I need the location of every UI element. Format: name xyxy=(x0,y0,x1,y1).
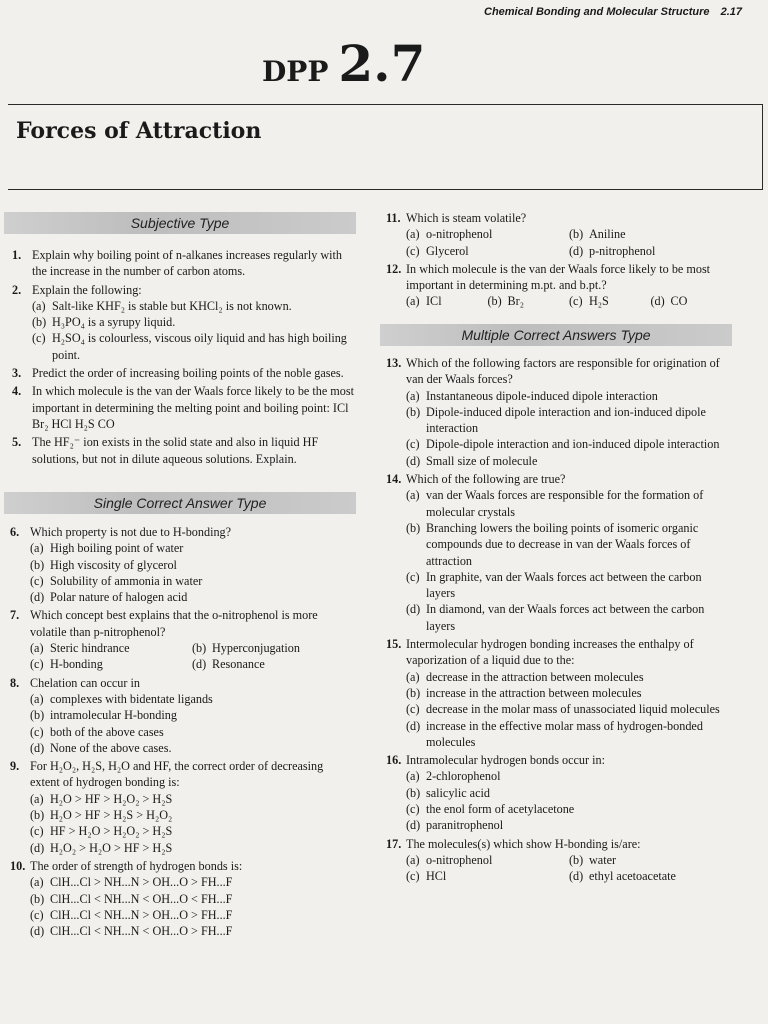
option-label: (a) xyxy=(406,769,420,784)
question-text: Which is steam volatile? xyxy=(406,211,527,225)
option xyxy=(406,388,732,404)
question-text: Explain why boiling point of n-alkanes increases regularly with the increase in the number of carbon atoms. xyxy=(32,248,343,279)
option-label: (a) xyxy=(30,641,44,656)
question xyxy=(12,282,354,363)
question xyxy=(386,210,732,259)
question xyxy=(10,607,354,672)
option xyxy=(30,823,354,839)
question xyxy=(10,675,354,756)
option-text: o-nitrophenol xyxy=(426,852,493,867)
question xyxy=(12,365,354,381)
question-text: Intermolecular hydrogen bonding increases the enthalpy of vaporization of a liquid due to the: xyxy=(406,637,694,668)
option xyxy=(406,243,569,259)
option-label: (c) xyxy=(406,437,420,452)
single-correct-questions-right xyxy=(386,210,732,312)
question-stem xyxy=(386,355,732,388)
option xyxy=(30,740,354,756)
option-label: (c) xyxy=(406,702,420,717)
option xyxy=(651,293,733,309)
option xyxy=(569,243,732,259)
question-stem xyxy=(386,210,732,226)
option-row xyxy=(10,656,354,672)
option-label: (a) xyxy=(30,791,44,806)
option xyxy=(406,868,569,884)
option-label: (b) xyxy=(406,785,421,800)
question-spacer xyxy=(386,885,732,887)
option-text: ClH...Cl < NH...N > OH...O > FH...F xyxy=(50,907,233,922)
option-row xyxy=(386,868,732,884)
multiple-correct-questions xyxy=(386,355,732,887)
option xyxy=(406,436,732,452)
option xyxy=(30,557,354,573)
option xyxy=(30,589,354,605)
option-row xyxy=(386,852,732,868)
option xyxy=(569,293,651,309)
option-label: (b) xyxy=(30,708,45,723)
option-text: complexes with bidentate ligands xyxy=(50,691,213,706)
option-label: (b) xyxy=(406,404,421,419)
section-header-single-correct: Single Correct Answer Type xyxy=(4,492,356,514)
option-label: (c) xyxy=(30,824,44,839)
option-text: H-bonding xyxy=(50,657,103,672)
option-text: ethyl acetoacetate xyxy=(589,869,676,884)
question-number: 16. xyxy=(386,753,402,768)
option-text: H₃PO₄ is a syrupy liquid. xyxy=(52,315,176,330)
option-text: Dipole-induced dipole interaction and ion-induced dipole interaction xyxy=(426,404,706,436)
option xyxy=(406,487,732,520)
option xyxy=(30,691,354,707)
option-text: increase in the attraction between molecules xyxy=(426,685,642,700)
option xyxy=(406,785,732,801)
option-label: (a) xyxy=(406,852,420,867)
option-text: H₂O > HF > H₂O₂ > H₂S xyxy=(50,791,173,806)
option-text: H₂S xyxy=(589,294,609,309)
option xyxy=(30,891,354,907)
option-label: (d) xyxy=(406,453,421,468)
option xyxy=(30,640,192,656)
option-label: (c) xyxy=(30,573,44,588)
section-header-subjective: Subjective Type xyxy=(4,212,356,234)
question xyxy=(12,383,354,432)
option-text: 2-chlorophenol xyxy=(426,769,501,784)
option-text: decrease in the attraction between molecules xyxy=(426,669,644,684)
option-text: Salt-like KHF₂ is stable but KHCl₂ is not known. xyxy=(52,298,292,313)
question-text: Which of the following factors are responsible for origination of van der Waals forces? xyxy=(406,356,720,387)
option-text: HCl xyxy=(426,869,447,884)
option xyxy=(32,314,354,330)
question-number: 17. xyxy=(386,836,402,851)
question-spacer xyxy=(12,467,354,469)
option xyxy=(30,724,354,740)
question-number: 3. xyxy=(12,366,22,381)
question xyxy=(12,434,354,467)
option xyxy=(192,640,354,656)
option-text: ICl xyxy=(426,294,442,309)
option xyxy=(406,768,732,784)
question-stem xyxy=(12,365,354,381)
option-label: (b) xyxy=(487,294,502,309)
option-text: van der Waals forces are responsible for the formation of molecular crystals xyxy=(426,488,704,519)
question-stem xyxy=(12,247,354,280)
option xyxy=(30,573,354,589)
option xyxy=(30,791,354,807)
option-label: (b) xyxy=(32,315,47,330)
option xyxy=(30,656,192,672)
question xyxy=(12,247,354,280)
question-spacer xyxy=(386,310,732,312)
option xyxy=(406,226,569,242)
question-stem xyxy=(10,524,354,540)
option-label: (c) xyxy=(406,243,420,258)
option-label: (c) xyxy=(569,294,583,309)
option-text: ClH...Cl > NH...N > OH...O > FH...F xyxy=(50,875,233,890)
option xyxy=(406,718,732,751)
option-label: (c) xyxy=(30,657,44,672)
option-row xyxy=(386,243,732,259)
option-text: H₂SO₄ is colourless, viscous oily liquid and has high boiling point. xyxy=(52,331,347,362)
question-number: 9. xyxy=(10,759,20,774)
option xyxy=(30,807,354,823)
option xyxy=(32,298,354,314)
option-text: High viscosity of glycerol xyxy=(50,557,177,572)
option-label: (d) xyxy=(30,924,45,939)
question-number: 15. xyxy=(386,637,402,652)
question-number: 2. xyxy=(12,282,22,297)
question-stem xyxy=(386,836,732,852)
option xyxy=(406,601,732,634)
option-label: (a) xyxy=(30,875,44,890)
question-stem xyxy=(386,636,732,669)
option xyxy=(406,685,732,701)
option-label: (b) xyxy=(406,520,421,535)
option-text: Polar nature of halogen acid xyxy=(50,590,188,605)
question-stem xyxy=(12,282,354,298)
option xyxy=(30,907,354,923)
option-text: ClH...Cl < NH...N < OH...O > FH...F xyxy=(50,924,233,939)
option-text: None of the above cases. xyxy=(50,740,172,755)
option-text: In diamond, van der Waals forces act between the carbon layers xyxy=(426,602,705,633)
option xyxy=(30,540,354,556)
section-header-multiple-correct: Multiple Correct Answers Type xyxy=(380,324,732,346)
dpp-title xyxy=(262,34,425,93)
option-text: Resonance xyxy=(212,657,265,672)
question-number: 5. xyxy=(12,435,22,450)
option-label: (d) xyxy=(406,818,421,833)
question-text: Intramolecular hydrogen bonds occur in: xyxy=(406,753,605,768)
question-number: 4. xyxy=(12,384,22,399)
question-number: 6. xyxy=(10,525,20,539)
option-label: (d) xyxy=(569,869,584,884)
question-stem xyxy=(10,675,354,691)
option-text: Instantaneous dipole-induced dipole interaction xyxy=(426,388,658,403)
option xyxy=(30,923,354,939)
question-number: 13. xyxy=(386,356,402,370)
question-stem xyxy=(386,261,732,294)
option-text: o-nitrophenol xyxy=(426,227,493,242)
question xyxy=(386,261,732,310)
option-text: both of the above cases xyxy=(50,724,164,739)
option-label: (b) xyxy=(192,641,207,656)
option-label: (a) xyxy=(406,388,420,403)
question-stem xyxy=(10,858,354,874)
option-label: (d) xyxy=(30,590,45,605)
question-stem xyxy=(12,434,354,467)
question xyxy=(386,471,732,634)
option-text: CO xyxy=(670,294,688,309)
question xyxy=(10,524,354,605)
option-text: the enol form of acetylacetone xyxy=(426,802,575,817)
option-label: (b) xyxy=(569,227,584,242)
option-label: (b) xyxy=(30,891,45,906)
question-number: 1. xyxy=(12,248,22,262)
question-text: The order of strength of hydrogen bonds is: xyxy=(30,858,243,873)
option-text: ClH...Cl < NH...N < OH...O < FH...F xyxy=(50,891,233,906)
option xyxy=(192,656,354,672)
question xyxy=(10,758,354,856)
option-label: (a) xyxy=(406,669,420,684)
option xyxy=(406,453,732,469)
option-label: (c) xyxy=(30,724,44,739)
question xyxy=(386,355,732,469)
option xyxy=(569,226,732,242)
option-text: HF > H₂O > H₂O₂ > H₂S xyxy=(50,824,173,839)
option-text: In graphite, van der Waals forces act between the carbon layers xyxy=(426,569,702,601)
option-label: (c) xyxy=(406,569,420,584)
option-text: Hyperconjugation xyxy=(212,641,300,656)
option-text: salicylic acid xyxy=(426,785,490,800)
option-label: (a) xyxy=(30,541,44,556)
subjective-questions xyxy=(12,247,354,469)
option xyxy=(569,852,732,868)
option xyxy=(406,520,732,569)
single-correct-questions-left xyxy=(10,524,354,941)
question-text: For H₂O₂, H₂S, H₂O and HF, the correct order of decreasing extent of hydrogen bonding is: xyxy=(30,759,324,790)
dpp-number: 2.7 xyxy=(338,34,426,93)
question-text: In which molecule is the van der Waals force likely to be the most important in determining the melting point and boiling point: ICl Br₂ HCl H₂S CO xyxy=(32,384,355,431)
option-text: paranitrophenol xyxy=(426,818,504,833)
question-stem xyxy=(386,471,732,487)
option-label: (d) xyxy=(192,657,207,672)
question-number: 7. xyxy=(10,608,20,623)
option-label: (b) xyxy=(406,685,421,700)
page-number: 2.17 xyxy=(720,6,743,18)
question-stem xyxy=(10,607,354,640)
question-text: The molecules(s) which show H-bonding is/are: xyxy=(406,836,641,851)
option-text: decrease in the molar mass of unassociated liquid molecules xyxy=(426,702,720,717)
question-number: 14. xyxy=(386,472,402,487)
option-row xyxy=(386,226,732,242)
question-text: Which concept best explains that the o-nitrophenol is more volatile than p-nitrophenol? xyxy=(30,608,318,639)
option xyxy=(30,840,354,856)
option-text: Steric hindrance xyxy=(50,641,130,656)
question-stem xyxy=(10,758,354,791)
question xyxy=(10,858,354,939)
option-label: (b) xyxy=(30,808,45,823)
option-text: H₂O > HF > H₂S > H₂O₂ xyxy=(50,808,173,823)
option-text: Branching lowers the boiling points of isomeric organic compounds due to decrease in van der Waals forces of attraction xyxy=(426,520,699,568)
option-label: (a) xyxy=(406,294,420,309)
question-text: Chelation can occur in xyxy=(30,675,140,690)
question-text: Which property is not due to H-bonding? xyxy=(30,525,232,539)
option-label: (d) xyxy=(30,840,45,855)
option xyxy=(32,330,354,363)
option-row xyxy=(10,640,354,656)
option xyxy=(406,404,732,437)
option-label: (d) xyxy=(406,718,421,733)
question-number: 11. xyxy=(386,211,401,225)
option-label: (a) xyxy=(406,227,420,242)
option xyxy=(406,801,732,817)
chapter-title: Forces of Attraction xyxy=(16,118,262,144)
option-label: (a) xyxy=(32,298,46,313)
option-label: (b) xyxy=(30,557,45,572)
option-text: Dipole-dipole interaction and ion-induced dipole interaction xyxy=(426,437,720,452)
question-text: Which of the following are true? xyxy=(406,472,566,487)
running-head xyxy=(484,6,742,18)
dpp-label: DPP xyxy=(262,55,329,88)
option xyxy=(488,293,570,309)
option-text: Small size of molecule xyxy=(426,453,538,468)
option-text: High boiling point of water xyxy=(50,541,184,556)
question xyxy=(386,636,732,750)
question-stem xyxy=(12,383,354,432)
option-label: (b) xyxy=(569,852,584,867)
option xyxy=(406,852,569,868)
chapter-title-box xyxy=(8,104,763,190)
option xyxy=(406,701,732,717)
option xyxy=(406,669,732,685)
question-text: The HF₂⁻ ion exists in the solid state and also in liquid HF solutions, but not in dilute aqueous solutions. Explain. xyxy=(32,435,319,466)
question xyxy=(386,752,732,833)
question-number: 12. xyxy=(386,261,402,276)
question-text: Predict the order of increasing boiling points of the noble gases. xyxy=(32,366,344,381)
option-text: H₂O₂ > H₂O > HF > H₂S xyxy=(50,840,173,855)
option-label: (c) xyxy=(406,869,420,884)
option-label: (c) xyxy=(406,802,420,817)
option-text: water xyxy=(589,852,617,867)
running-head-title: Chemical Bonding and Molecular Structure xyxy=(484,6,710,18)
question xyxy=(386,836,732,885)
option-text: Aniline xyxy=(589,227,626,242)
option-text: Br₂ xyxy=(507,294,524,309)
question-text: In which molecule is the van der Waals force likely to be most important in determining m.pt. and b.pt.? xyxy=(406,261,711,293)
option xyxy=(406,569,732,602)
option-text: p-nitrophenol xyxy=(589,243,656,258)
option-label: (d) xyxy=(406,602,421,617)
option-label: (a) xyxy=(30,691,44,706)
option-label: (d) xyxy=(569,243,584,258)
option-text: intramolecular H-bonding xyxy=(50,708,177,723)
option-label: (d) xyxy=(650,294,665,309)
question-text: Explain the following: xyxy=(32,282,142,297)
question-number: 8. xyxy=(10,675,20,690)
option-text: Solubility of ammonia in water xyxy=(50,573,203,588)
question-spacer xyxy=(10,939,354,941)
option-text: increase in the effective molar mass of hydrogen-bonded molecules xyxy=(426,718,703,749)
option-row xyxy=(386,293,732,309)
option xyxy=(406,817,732,833)
option xyxy=(569,868,732,884)
question-number: 10. xyxy=(10,858,26,873)
option xyxy=(406,293,488,309)
question-stem xyxy=(386,752,732,768)
option-text: Glycerol xyxy=(426,243,469,258)
option xyxy=(30,874,354,890)
option-label: (c) xyxy=(30,907,44,922)
option xyxy=(30,707,354,723)
option-label: (c) xyxy=(32,331,46,346)
option-label: (d) xyxy=(30,740,45,755)
option-label: (a) xyxy=(406,488,420,503)
